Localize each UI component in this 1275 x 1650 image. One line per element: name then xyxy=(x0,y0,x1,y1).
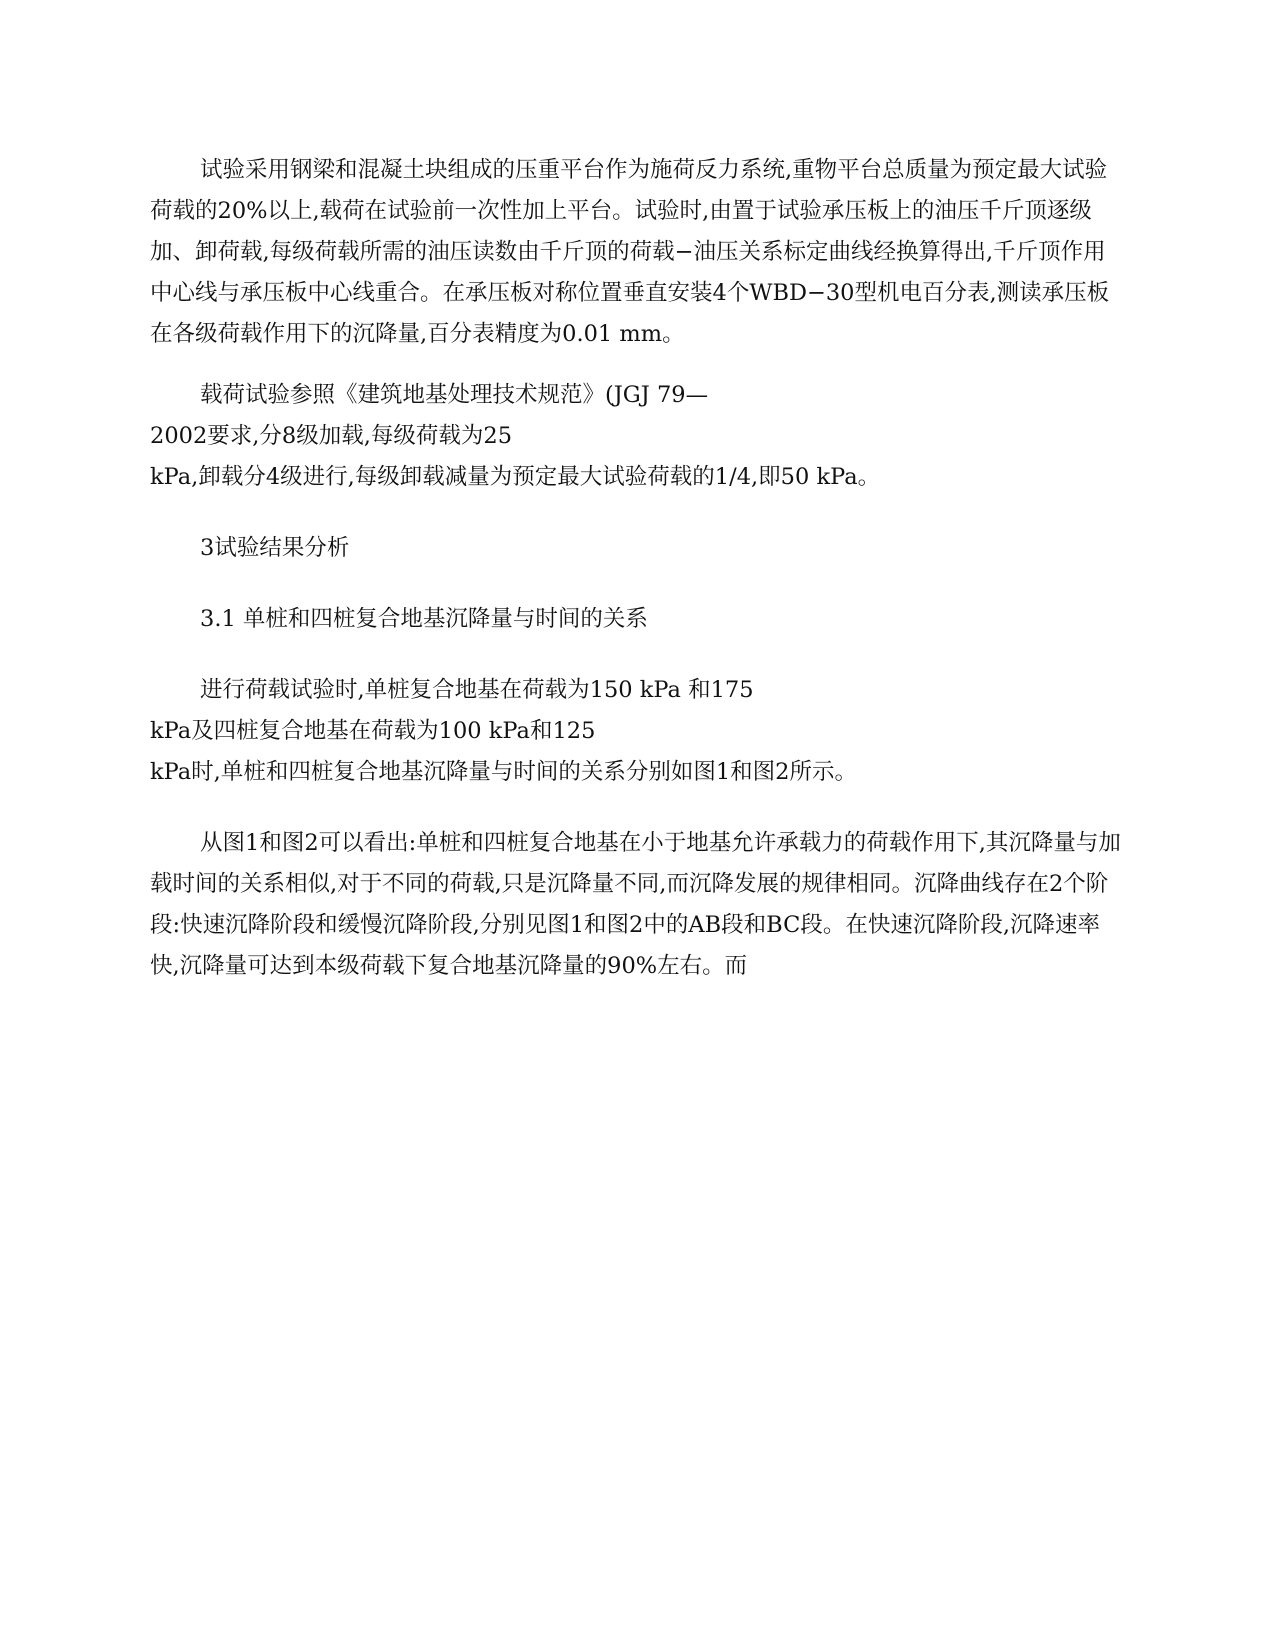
paragraph-load-test-reference xyxy=(150,375,1125,498)
subsection-heading: 3.1 单桩和四桩复合地基沉降量与时间的关系 xyxy=(200,606,648,632)
paragraph-line: kPa及四桩复合地基在荷载为100 kPa和125 xyxy=(150,718,596,744)
paragraph-load-cases xyxy=(150,670,1125,793)
paragraph-line: 载荷试验参照《建筑地基处理技术规范》(JGJ 79— xyxy=(200,382,709,408)
paragraph-settlement-analysis: 从图1和图2可以看出:单桩和四桩复合地基在小于地基允许承载力的荷载作用下,其沉降量与加载时间的关系相似,对于不同的荷载,只是沉降量不同,而沉降发展的规律相同。沉降曲线存在2个阶段:快速沉降阶段和缓慢沉降阶段,分别见图1和图2中的AB段和BC段。在快速沉降阶段,沉降速率快,沉降量可达到本级荷载下复合地基沉降量的90%左右。而 xyxy=(150,830,1121,979)
section-heading: 3试验结果分析 xyxy=(200,535,350,561)
paragraph-line: 2002要求,分8级加载,每级荷载为25 xyxy=(150,423,513,449)
paragraph-test-setup: 试验采用钢梁和混凝土块组成的压重平台作为施荷反力系统,重物平台总质量为预定最大试验荷载的20%以上,载荷在试验前一次性加上平台。试验时,由置于试验承压板上的油压千斤顶逐级加、卸荷载,每级荷载所需的油压读数由千斤顶的荷载−油压关系标定曲线经换算得出,千斤顶作用中心线与承压板中心线重合。在承压板对称位置垂直安装4个WBD−30型机电百分表,测读承压板在各级荷载作用下的沉降量,百分表精度为0.01 mm。 xyxy=(150,157,1110,347)
document-page xyxy=(150,150,1125,1007)
paragraph-line: kPa,卸载分4级进行,每级卸载减量为预定最大试验荷载的1/4,即50 kPa。 xyxy=(150,464,881,490)
paragraph-line: kPa时,单桩和四桩复合地基沉降量与时间的关系分别如图1和图2所示。 xyxy=(150,759,857,785)
paragraph-line: 进行荷载试验时,单桩复合地基在荷载为150 kPa 和175 xyxy=(200,677,754,703)
